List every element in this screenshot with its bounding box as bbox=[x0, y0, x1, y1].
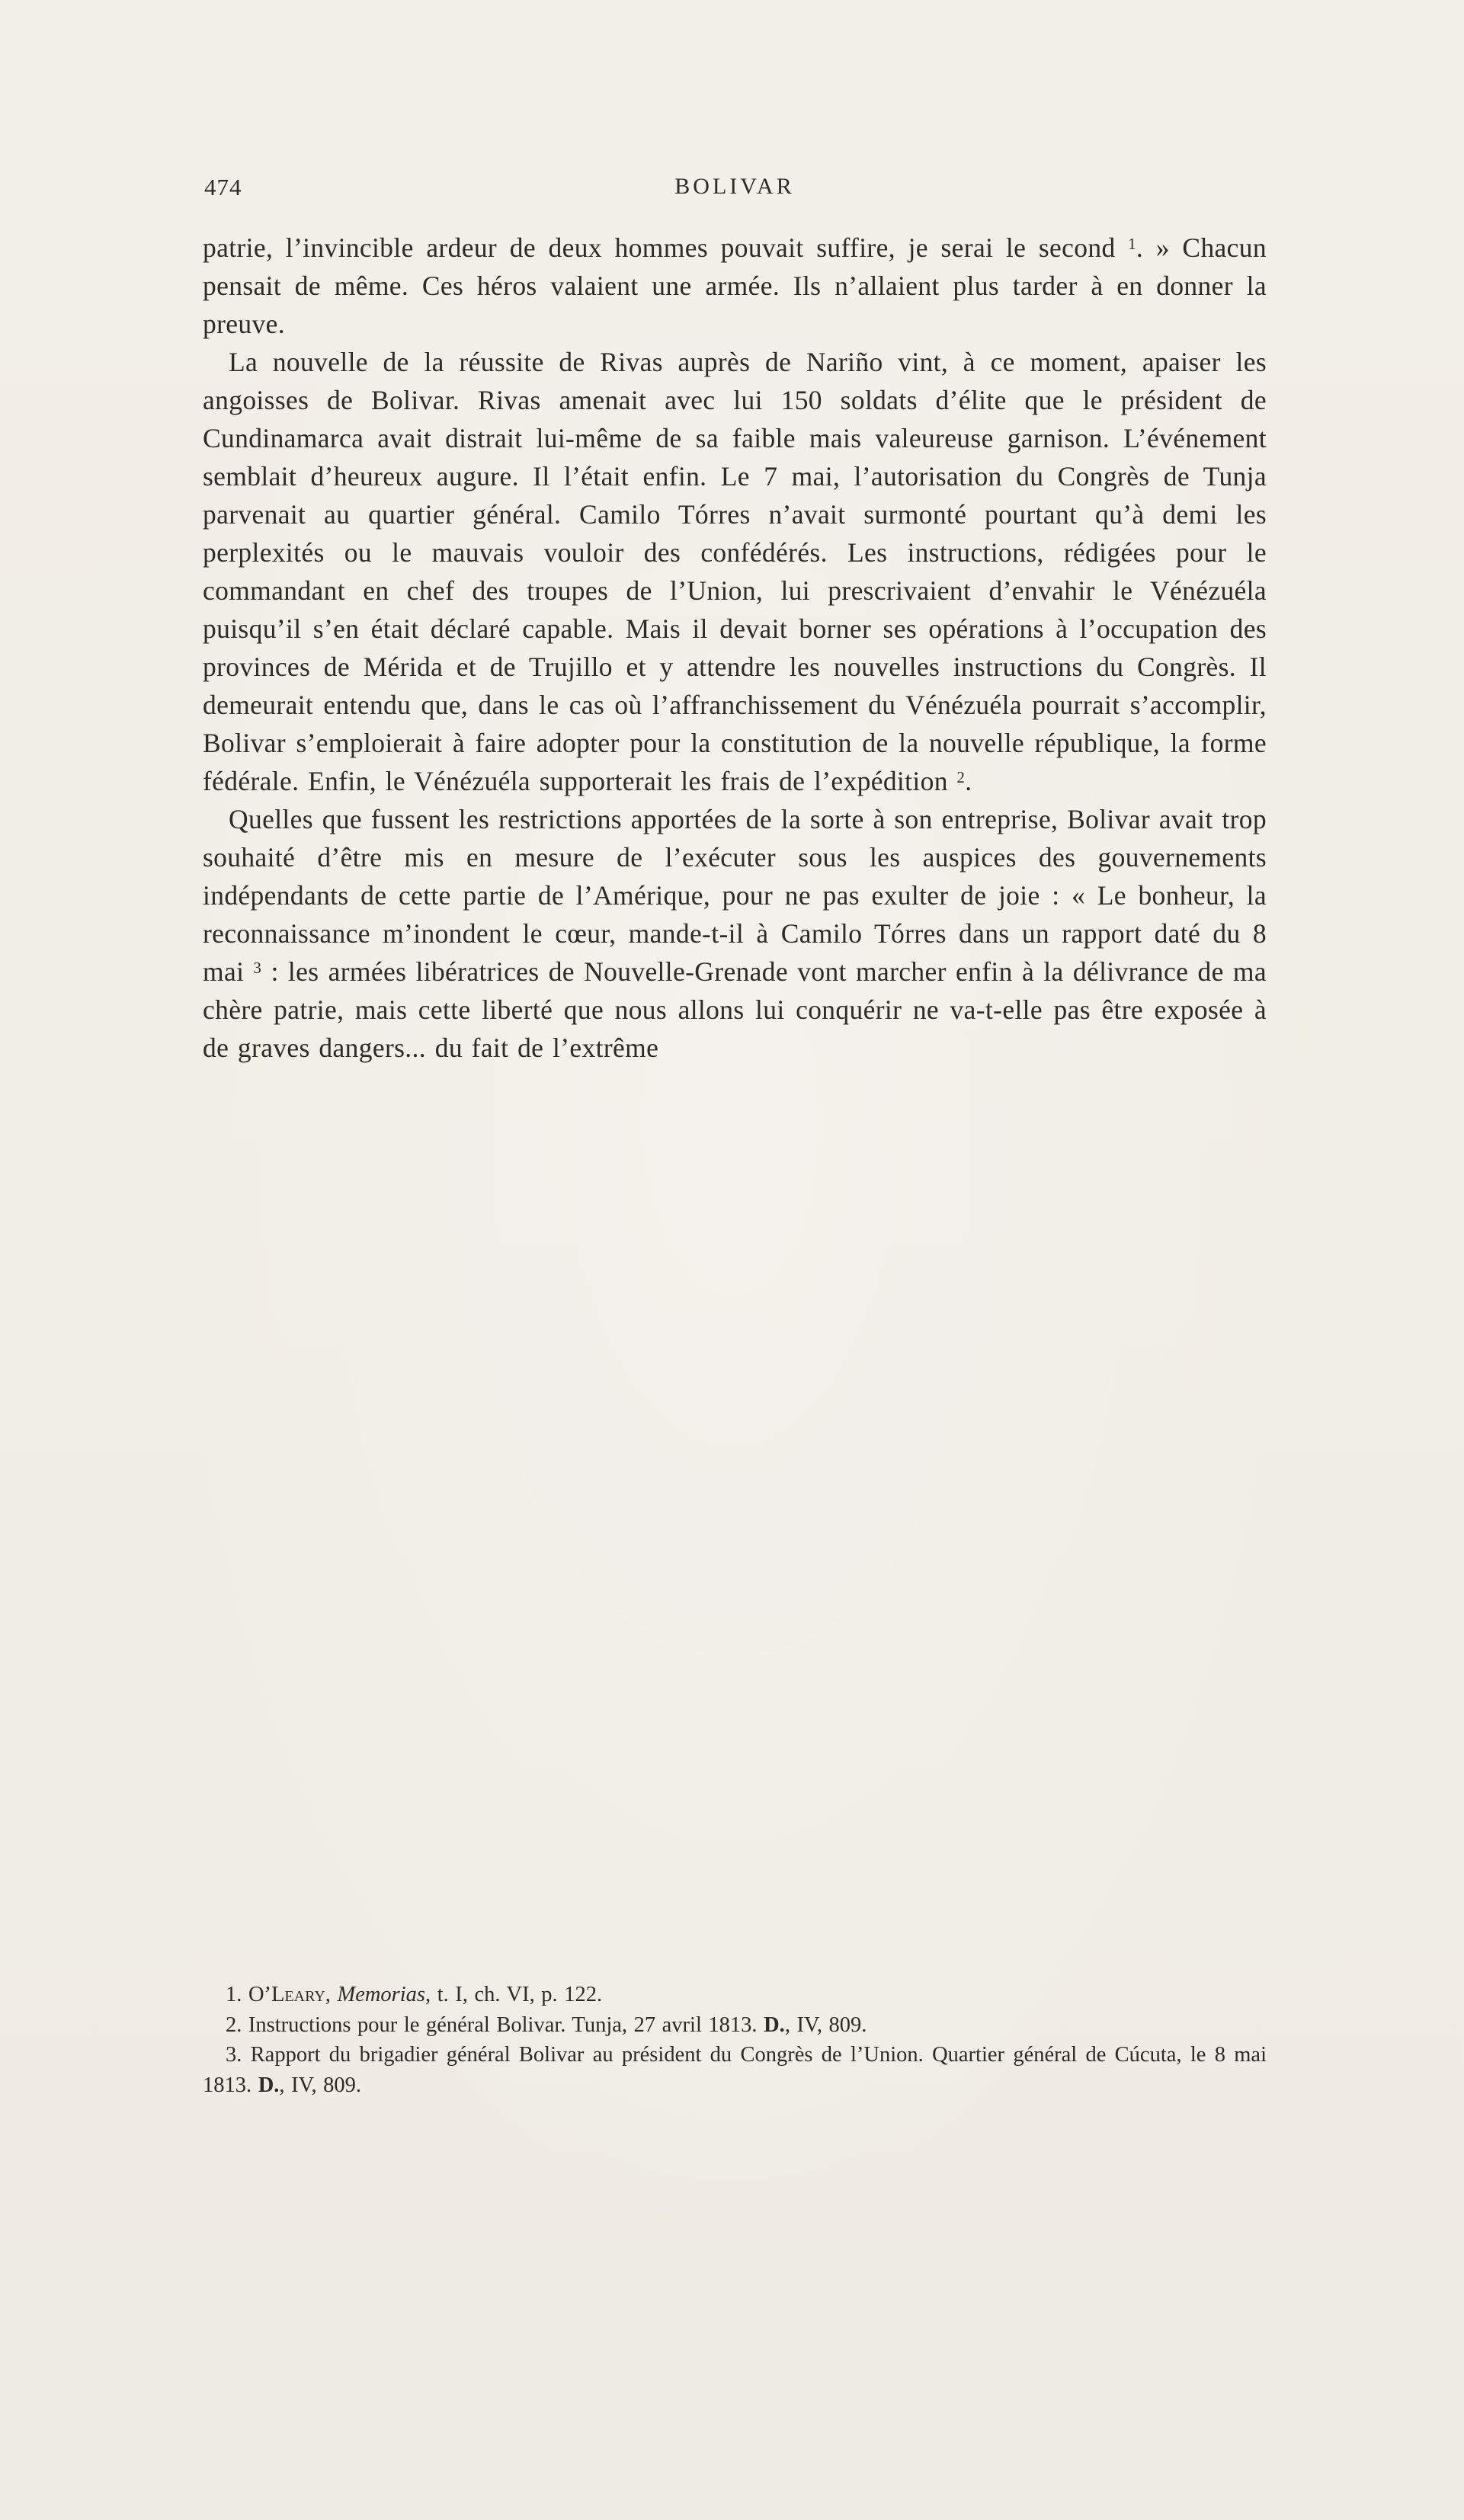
footnotes-section bbox=[203, 1980, 1267, 2100]
footnote-2-source: D. bbox=[764, 2012, 785, 2037]
footnote-1-author: O’Leary bbox=[248, 1983, 325, 2006]
page-number: 474 bbox=[204, 174, 242, 200]
footnote-3-source: D. bbox=[258, 2073, 280, 2097]
footnote-1-number: 1. bbox=[226, 1983, 248, 2006]
paragraph-3-text-after: : les armées libératrices de Nouvelle-Grenade vont marcher enfin à la délivrance de ma chère patrie, mais cette liberté que nous allons lui conquérir ne va-t-elle pas être exposée à de graves dangers... du fait de l’extrême bbox=[203, 956, 1267, 1063]
footnote-1-separator: , bbox=[325, 1983, 338, 2006]
footnote-ref-2: 2 bbox=[956, 769, 966, 786]
footnote-2-text: 2. Instructions pour le général Bolivar. Tunja, 27 avril 1813. bbox=[226, 2012, 764, 2037]
footnote-ref-1: 1 bbox=[1128, 235, 1136, 253]
paragraph-1 bbox=[203, 229, 1267, 343]
page-content bbox=[203, 169, 1267, 1067]
footnote-ref-3: 3 bbox=[253, 959, 262, 977]
footnote-3 bbox=[203, 2040, 1267, 2100]
footnote-3-rest: , IV, 809. bbox=[279, 2073, 362, 2097]
footnote-2 bbox=[203, 2010, 1267, 2041]
paragraph-1-text-after: . » Chacun pensait de même. Ces héros valaient une armée. Ils n’allaient plus tarder à en donner la preuve. bbox=[203, 232, 1267, 339]
paragraph-2-text: La nouvelle de la réussite de Rivas auprès de Nariño vint, à ce moment, apaiser les angoisses de Bolivar. Rivas amenait avec lui 150 soldats d’élite que le président de Cundinamarca avait distrait lui-même de sa faible mais valeureuse garnison. L’événement semblait d’heureux augure. Il l’était enfin. Le 7 mai, l’autorisation du Congrès de Tunja parvenait au quartier général. Camilo Tórres n’avait surmonté pourtant qu’à demi les perplexités ou le mauvais vouloir des confédérés. Les instructions, rédigées pour le commandant en chef des troupes de l’Union, lui prescrivaient d’envahir le Vénézuéla puisqu’il s’en était déclaré capable. Mais il devait borner ses opérations à l’occupation des provinces de Mérida et de Trujillo et y attendre les nouvelles instructions du Congrès. Il demeurait entendu que, dans le cas où l’affranchissement du Vénézuéla pourrait s’accomplir, Bolivar s’emploierait à faire adopter pour la constitution de la nouvelle république, la forme fédérale. Enfin, le Vénézuéla supporterait les frais de l’expédition bbox=[203, 347, 1267, 796]
body-text bbox=[203, 229, 1267, 1067]
running-title: BOLIVAR bbox=[674, 174, 795, 199]
paragraph-1-text: patrie, l’invincible ardeur de deux hommes pouvait suffire, je serai le second bbox=[203, 232, 1129, 263]
footnote-2-rest: , IV, 809. bbox=[784, 2012, 867, 2037]
page-header bbox=[203, 169, 1267, 209]
paragraph-3-text: Quelles que fussent les restrictions apportées de la sorte à son entreprise, Bolivar avait trop souhaité d’être mis en mesure de l’exécuter sous les auspices des gouvernements indépendants de cette partie de l’Amérique, pour ne pas exulter de joie : « Le bonheur, la reconnaissance m’inondent le cœur, mande-t-il à Camilo Tórres dans un rapport daté du 8 mai bbox=[203, 804, 1267, 987]
footnote-1-rest: , t. I, ch. VI, p. 122. bbox=[425, 1983, 603, 2006]
paragraph-2 bbox=[203, 343, 1267, 800]
paragraph-2-text-after: . bbox=[965, 766, 972, 796]
footnote-1-title: Memorias bbox=[337, 1983, 426, 2006]
footnote-3-text: 3. Rapport du brigadier général Bolivar au président du Congrès de l’Union. Quartier général de Cúcuta, le 8 mai 1813. bbox=[203, 2043, 1267, 2097]
paragraph-3 bbox=[203, 800, 1267, 1067]
footnote-1 bbox=[203, 1980, 1267, 2010]
